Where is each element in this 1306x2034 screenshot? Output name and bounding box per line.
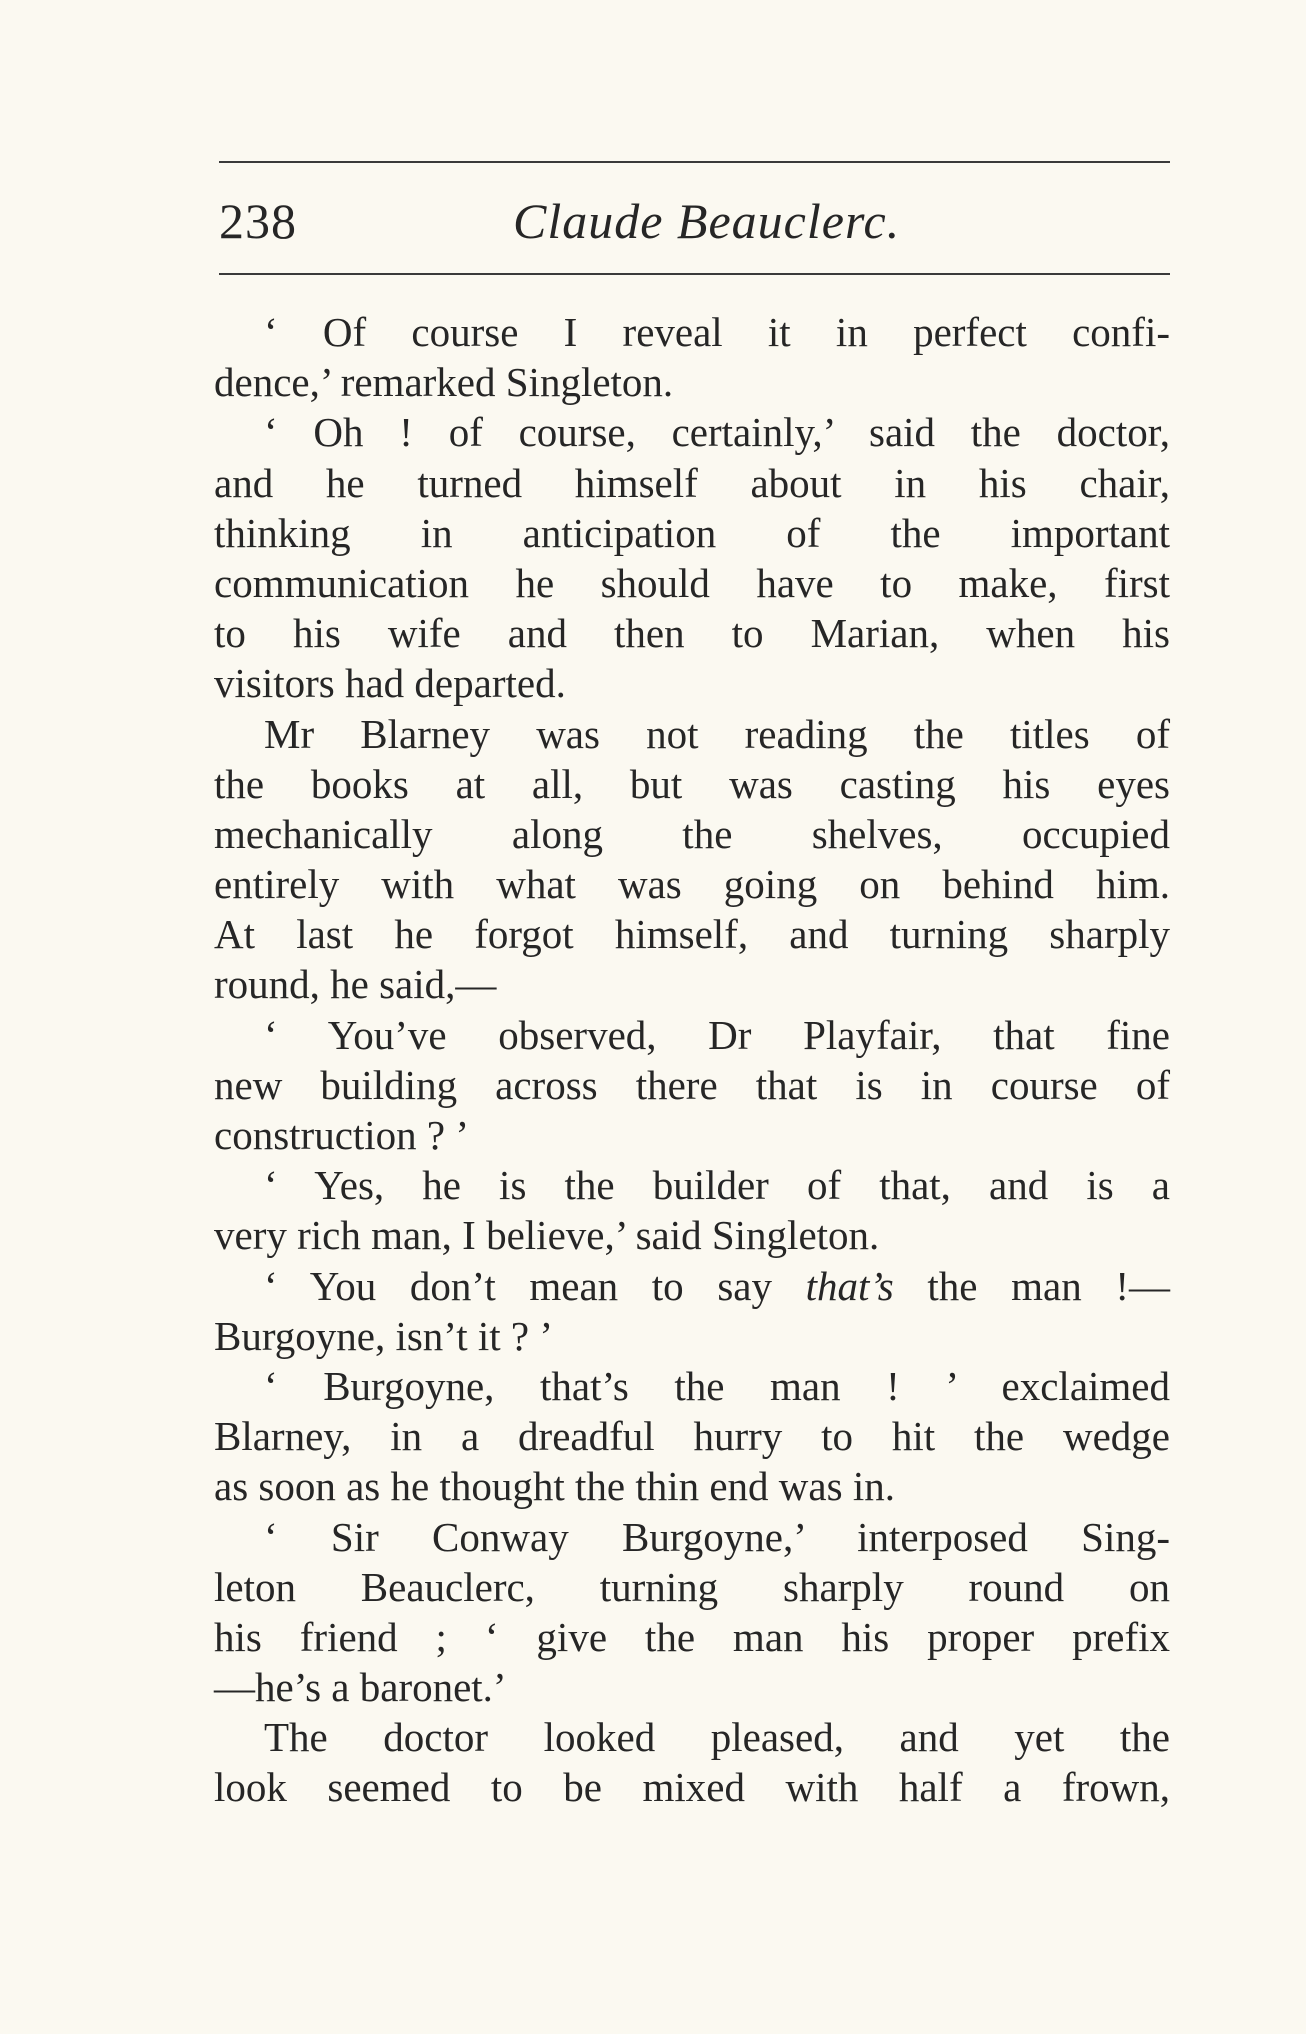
- text-line: round, he said,—: [214, 961, 497, 1008]
- text-line: very rich man, I believe,’ said Singleton.: [214, 1212, 880, 1259]
- text-line: dence,’ remarked Singleton.: [214, 359, 674, 406]
- text-line: At last he forgot himself, and turning sharply: [214, 911, 1170, 958]
- text-line: look seemed to be mixed with half a frown,: [214, 1764, 1170, 1811]
- text-line: —he’s a baronet.’: [214, 1664, 507, 1711]
- text-line: his friend ; ‘ give the man his proper prefix: [214, 1613, 1170, 1660]
- text-line: thinking in anticipation of the important: [214, 509, 1170, 556]
- text-line: the books at all, but was casting his eyes: [214, 760, 1170, 807]
- header-rule-top: [219, 161, 1170, 163]
- text-line: visitors had departed.: [214, 660, 566, 707]
- text-line: new building across there that is in course of: [214, 1061, 1170, 1108]
- running-title: Claude Beauclerc.: [513, 193, 901, 249]
- text-line: as soon as he thought the thin end was in.: [214, 1463, 895, 1510]
- text-line: Burgoyne, isn’t it ? ’: [214, 1312, 553, 1359]
- text-line: ‘ Of course I reveal it in perfect confi-: [264, 309, 1170, 355]
- text-line: leton Beauclerc, turning sharply round on: [214, 1563, 1170, 1610]
- text-line: ‘ Oh ! of course, certainly,’ said the doctor,: [264, 409, 1170, 456]
- text-line: ‘ Yes, he is the builder of that, and is a: [264, 1162, 1170, 1209]
- text-line: construction ? ’: [214, 1112, 470, 1158]
- text-line: entirely with what was going on behind him.: [214, 861, 1170, 908]
- page-number: 238: [219, 193, 297, 249]
- page-header: [219, 186, 1170, 256]
- header-rule-bottom: [219, 273, 1170, 275]
- text-line: The doctor looked pleased, and yet the: [264, 1714, 1170, 1761]
- text-line: [214, 1261, 1170, 1311]
- text-line: Blarney, in a dreadful hurry to hit the wedge: [214, 1413, 1170, 1460]
- text-line: Mr Blarney was not reading the titles of: [264, 710, 1170, 757]
- text-line: mechanically along the shelves, occupied: [214, 810, 1170, 857]
- body-text: [214, 307, 1170, 1813]
- text-segment: ‘ You don’t mean to say: [264, 1262, 772, 1309]
- emphasized-word: that’s: [805, 1262, 894, 1309]
- text-line: communication he should have to make, first: [214, 559, 1170, 606]
- text-line: and he turned himself about in his chair,: [214, 459, 1170, 506]
- text-line: to his wife and then to Marian, when his: [214, 610, 1170, 657]
- text-segment: the man !—: [927, 1262, 1170, 1309]
- text-line: ‘ Burgoyne, that’s the man ! ’ exclaimed: [264, 1362, 1170, 1409]
- text-line: ‘ You’ve observed, Dr Playfair, that fine: [264, 1011, 1170, 1058]
- text-line: ‘ Sir Conway Burgoyne,’ interposed Sing-: [264, 1513, 1170, 1560]
